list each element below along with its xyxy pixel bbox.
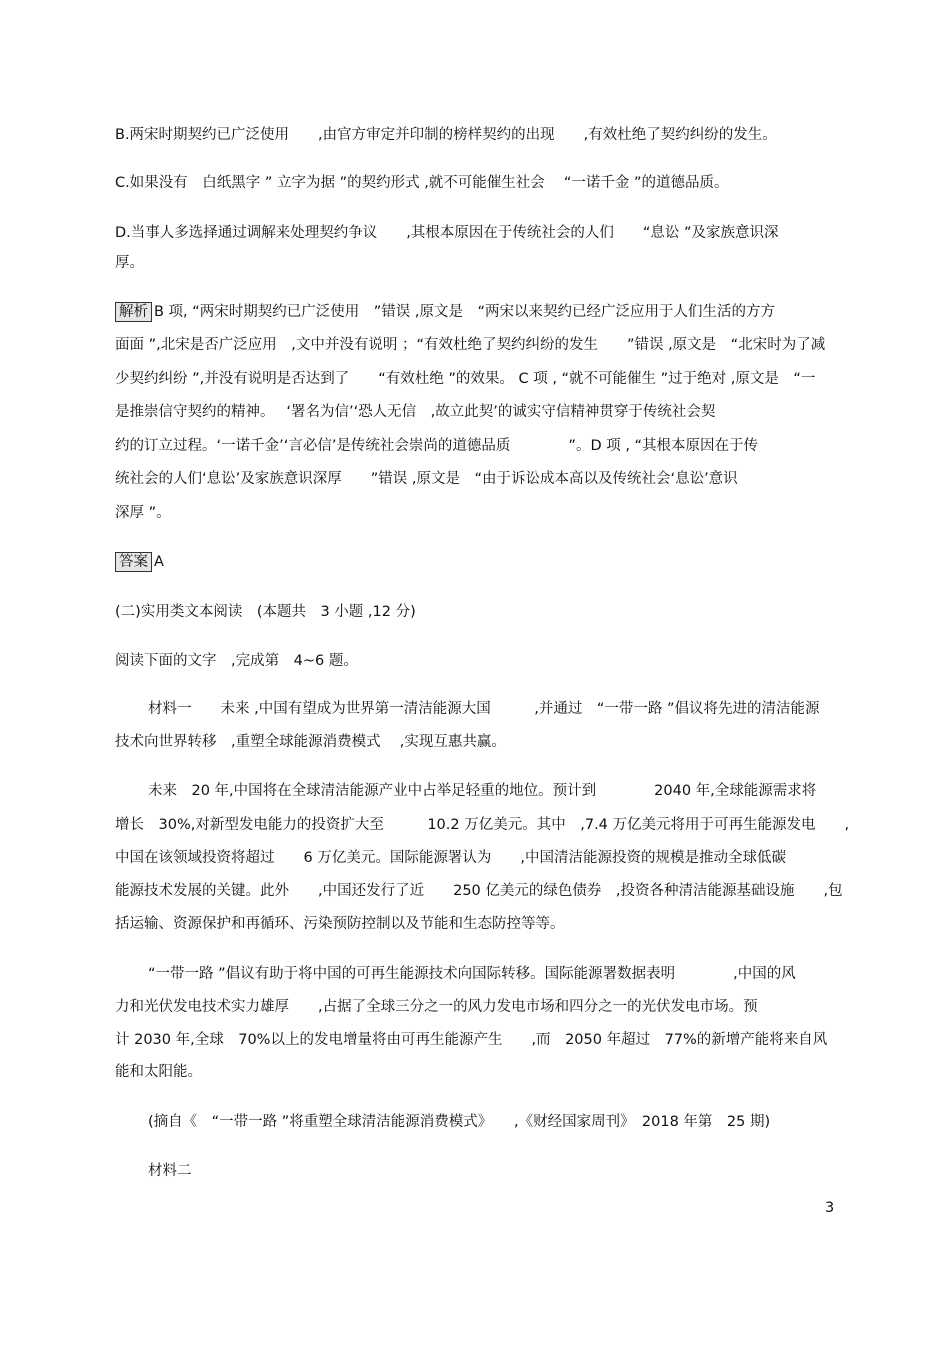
analysis-line-2: 面面 ”,北宋是否广泛应用 ,文中并没有说明 ；“有效杜绝了契约纠纷的发生 ”错误 ,原文是 “北宋时为了减	[115, 337, 826, 353]
analysis-line-7: 深厚 ”。	[115, 505, 171, 521]
analysis-line-6: 统社会的人们‘息讼’及家族意识深厚 ”错误 ,原文是 “由于诉讼成本高以及传统社会‘息讼’意识	[115, 471, 738, 487]
analysis-line-5: 约的订立过程。‘一诺千金’‘言必信’是传统社会崇尚的道德品质 ”。D 项 , “其根本原因在于传	[115, 438, 759, 454]
option-d-line-2: 厚。	[115, 255, 144, 271]
citation: (摘自《 “一带一路 ”将重塑全球清洁能源消费模式》 ,《财经国家周刊》 2018 年第 25 期)	[148, 1114, 771, 1130]
para2-line-1: 未来 20 年,中国将在全球清洁能源产业中占举足轻重的地位。预计到 2040 年,全球能源需求将	[148, 783, 817, 799]
answer-tag: 答案	[115, 552, 152, 572]
material2-label: 材料二	[148, 1163, 192, 1179]
para2-line-4: 能源技术发展的关键。此外 ,中国还发行了近 250 亿美元的绿色债券 ,投资各种清洁能源基础设施 ,包	[115, 883, 843, 899]
option-b: B.两宋时期契约已广泛使用 ,由官方审定并印制的榜样契约的出现 ,有效杜绝了契约纠纷的发生。	[115, 127, 777, 143]
answer-line	[115, 552, 164, 572]
para3-line-4: 能和太阳能。	[115, 1064, 202, 1080]
para3-line-3: 计 2030 年,全球 70%以上的发电增量将由可再生能源产生 ,而 2050 年超过 77%的新增产能将来自风	[115, 1032, 828, 1048]
analysis-text: B 项, “两宋时期契约已广泛使用 ”错误 ,原文是 “两宋以来契约已经广泛应用于人们生活的方方	[154, 304, 776, 320]
material1-line-1: 材料一 未来 ,中国有望成为世界第一清洁能源大国 ,并通过 “一带一路 ”倡议将先进的清洁能源	[148, 701, 820, 717]
analysis-line-1	[115, 302, 775, 322]
analysis-line-4: 是推崇信守契约的精神。 ‘署名为信’‘恐人无信 ,故立此契’的诚实守信精神贯穿于传统社会契	[115, 404, 716, 420]
analysis-tag: 解析	[115, 302, 152, 322]
para3-line-2: 力和光伏发电技术实力雄厚 ,占据了全球三分之一的风力发电市场和四分之一的光伏发电市场。预	[115, 999, 758, 1015]
option-c: C.如果没有 白纸黑字 ” 立字为据 ”的契约形式 ,就不可能催生社会 “一诺千金 ”的道德品质。	[115, 175, 729, 191]
option-d-line-1: D.当事人多选择通过调解来处理契约争议 ,其根本原因在于传统社会的人们 “息讼 ”及家族意识深	[115, 225, 779, 241]
answer-value: A	[154, 554, 164, 570]
section-heading: (二)实用类文本阅读 (本题共 3 小题 ,12 分)	[115, 604, 416, 620]
para2-line-3: 中国在该领域投资将超过 6 万亿美元。国际能源署认为 ,中国清洁能源投资的规模是推动全球低碳	[115, 850, 786, 866]
para3-line-1: “一带一路 ”倡议有助于将中国的可再生能源技术向国际转移。国际能源署数据表明 ,中国的风	[148, 966, 796, 982]
analysis-line-3: 少契约纠纷 ”,并没有说明是否达到了 “有效杜绝 ”的效果。 C 项 , “就不可能催生 ”过于绝对 ,原文是 “一	[115, 371, 816, 387]
para2-line-5: 括运输、资源保护和再循环、污染预防控制以及节能和生态防控等等。	[115, 916, 565, 932]
para2-line-2: 增长 30%,对新型发电能力的投资扩大至 10.2 万亿美元。其中 ,7.4 万亿美元将用于可再生能源发电 ,	[115, 817, 850, 833]
material1-line-2: 技术向世界转移 ,重塑全球能源消费模式 ,实现互惠共赢。	[115, 734, 506, 750]
instruction: 阅读下面的文字 ,完成第 4~6 题。	[115, 653, 358, 669]
page-number: 3	[825, 1200, 835, 1216]
